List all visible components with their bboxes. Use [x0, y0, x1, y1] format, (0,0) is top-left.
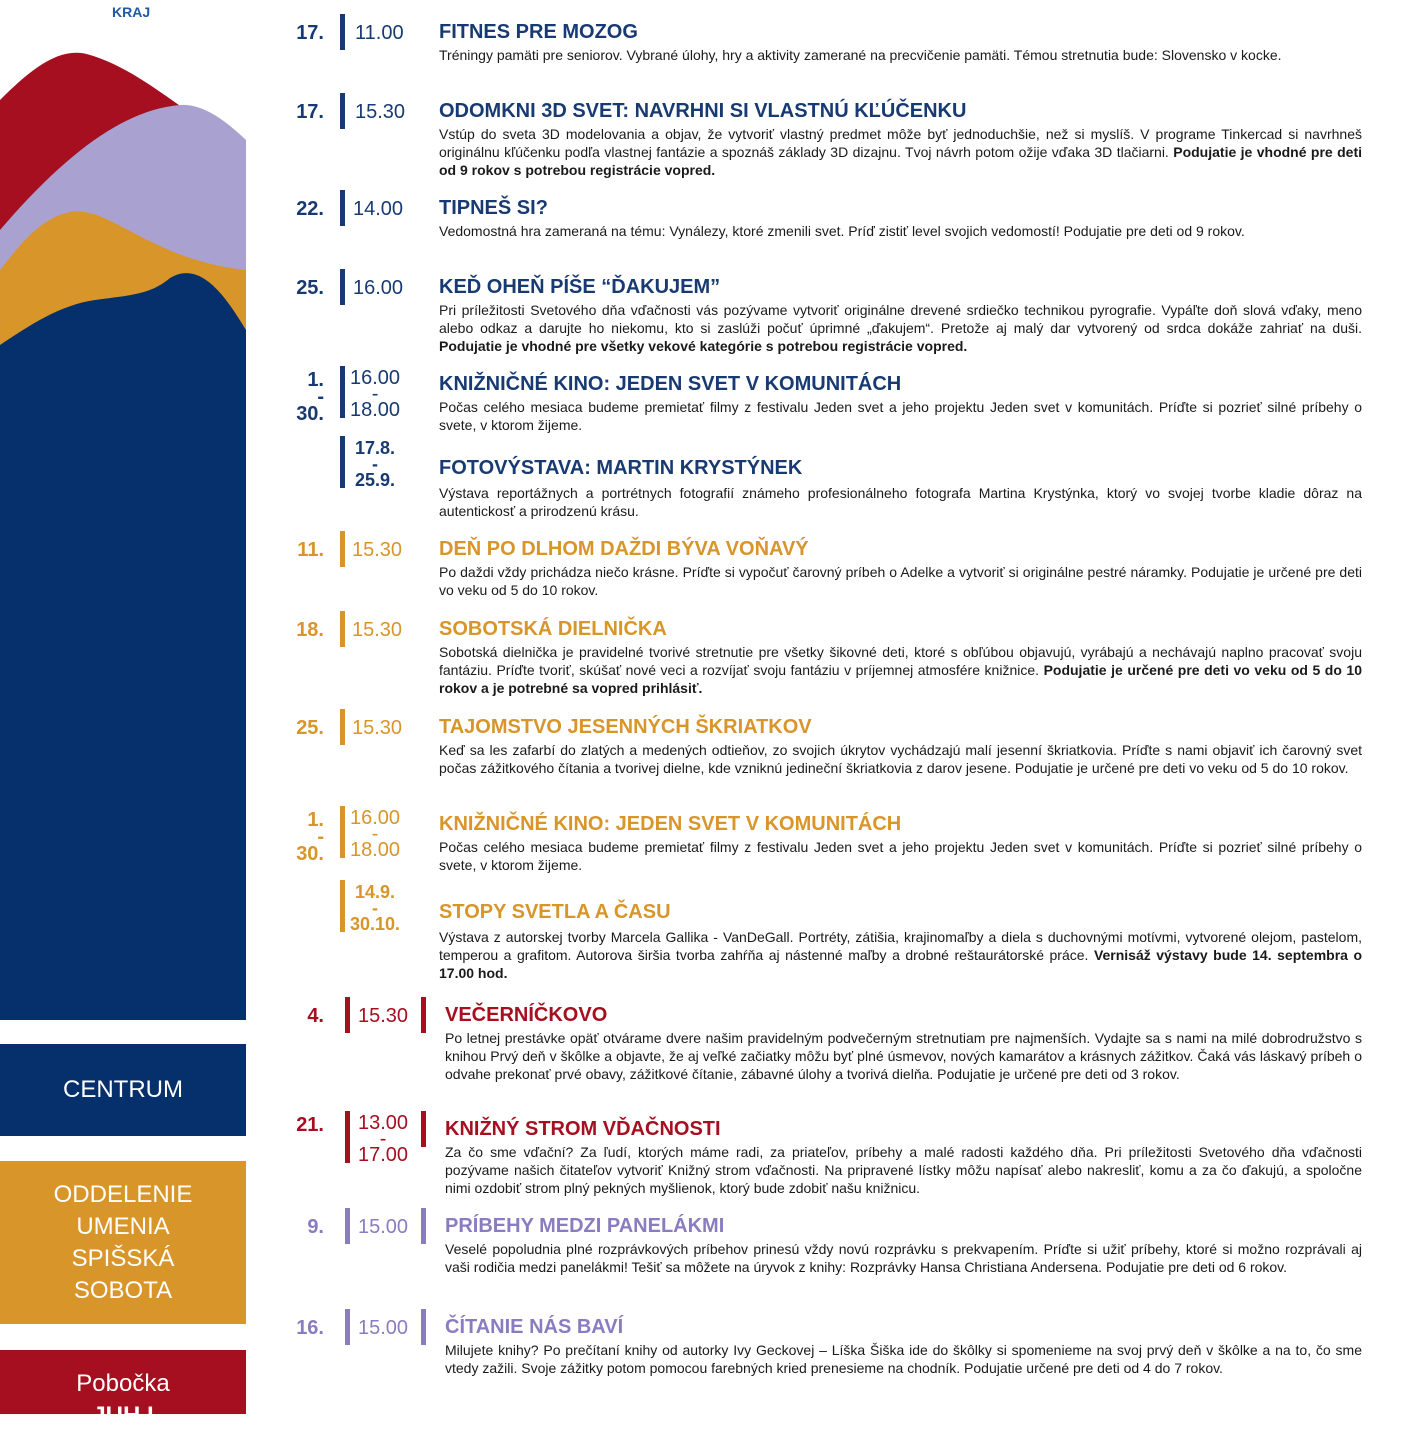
- event-description: [439, 301, 1362, 355]
- event-date: 16.: [296, 1317, 324, 1339]
- section-label-line: SPIŠSKÁ: [71, 1244, 175, 1272]
- event-description: [439, 222, 1362, 240]
- event-time: 16.00 - 18.00: [350, 807, 401, 861]
- section-label-line: UMENIA: [76, 1212, 170, 1240]
- event-title: SOBOTSKÁ DIELNIČKA: [439, 618, 667, 640]
- section-label-line: JUH I: [92, 1402, 154, 1429]
- section-label-line: SOBOTA: [73, 1276, 173, 1304]
- event-time: 15.30: [358, 1005, 409, 1027]
- event-description-text: Keď sa les zafarbí do zlatých a medených odtieňov, zo svojich úkrytov vychádzajú malí jesenní škriatkovia. Príďte s nami objaviť ich čarovný svet počas zážitkového čítania a tvorivej dielne, kde vzniknú jedineční škriatkovia z darov jesene. Podujatie je určené pre deti vo veku od 5 do 10 rokov.: [439, 742, 1362, 776]
- event-date: 17.: [296, 22, 324, 44]
- event-description: [439, 484, 1362, 520]
- event-description-text: Výstava reportážnych a portrétnych fotografií známeho profesionálneho fotografa Martina Krystýnka, ktorý vo svojej tvorbe kladie dôraz na autentickosť a prirodzenú krásu.: [439, 485, 1362, 519]
- event-description-text: Za čo sme vďační? Za ľudí, ktorých máme radi, za priateľov, príbehy a malé radosti každého dňa. Pri príležitosti Svetového dňa vďačnosti pozývame našich čitateľov vytvoriť Knižný strom vďačnosti. Na pripravené lístky môžu napísať alebo nakresliť, komu a za čo ďakujú, a spoločne nimi ozdobiť strom plný pekných myšlienok, ktorý bude zdobiť našu knižnicu.: [445, 1144, 1362, 1196]
- event-description-text: Počas celého mesiaca budeme premietať filmy z festivalu Jeden svet a jeho projektu Jeden svet v komunitách. Príďte si pozrieť silné príbehy o svete, v ktorom žijeme.: [439, 839, 1362, 873]
- event-title: KEĎ OHEŇ PÍŠE “ĎAKUJEM”: [439, 276, 721, 298]
- event-date: 9.: [307, 1216, 324, 1238]
- event-time: 15.30: [352, 717, 403, 739]
- event-date: 4.: [307, 1005, 324, 1027]
- event-title: TIPNEŠ SI?: [439, 197, 548, 219]
- event-time: 16.00 - 18.00: [350, 367, 401, 421]
- event-description: [439, 928, 1362, 982]
- event-title: KNIŽNÝ STROM VĎAČNOSTI: [445, 1118, 721, 1140]
- event-title: FOTOVÝSTAVA: MARTIN KRYSTÝNEK: [439, 457, 803, 479]
- event-title: VEČERNÍČKOVO: [445, 1004, 608, 1026]
- event-divider: [340, 366, 345, 418]
- event-description-text: Milujete knihy? Po prečítaní knihy od autorky Ivy Geckovej – Líška Šiška ide do škôlky si spomenieme na svoj prvý deň v škôlke a na to, čo sme vtedy zažili. Svoje zážitky potom pomocou farebných kried prenesieme na chodník. Podujatie určené pre deti od 4 do 7 rokov.: [445, 1342, 1362, 1376]
- event-note: Podujatie je vhodné pre deti od 9 rokov s potrebou registrácie vopred.: [439, 144, 1362, 178]
- event-title: DEŇ PO DLHOM DAŽDI BÝVA VOŇAVÝ: [439, 538, 809, 560]
- event-divider: [345, 1208, 350, 1244]
- event-note: Podujatie je určené pre deti vo veku od 5 do 10 rokov a je potrebné sa vopred prihlásiť.: [439, 662, 1363, 696]
- event-title: TAJOMSTVO JESENNÝCH ŠKRIATKOV: [439, 716, 812, 738]
- event-date: 17.: [296, 101, 324, 123]
- event-divider: [340, 531, 345, 567]
- event-time: 14.00: [353, 198, 404, 220]
- event-date: 25.: [296, 717, 324, 739]
- event-description: [439, 643, 1362, 697]
- event-description-text: Po letnej prestávke opäť otvárame dvere našim pravidelným podvečerným stretnutiam pre najmenších. Vydajte sa s nami na milé dobrodružstvo s knihou Prvý deň v škôlke a objavte, že aj veľké začiatky môžu byť plné úsmevov, nových kamarátov a krásnych zážitkov. Čaká vás láskavý príbeh o odvahe prekonať prvé obavy, zážitkové čítanie, zábavné úlohy a tvorivá dielňa. Podujatie je určené pre deti od 3 rokov.: [445, 1030, 1362, 1082]
- event-time: 15.30: [355, 101, 406, 123]
- event-title: FITNES PRE MOZOG: [439, 21, 638, 43]
- event-date: 25.: [296, 277, 324, 299]
- event-date: 1. - 30.: [296, 809, 324, 865]
- event-divider: [340, 611, 345, 647]
- event-description: [445, 1341, 1362, 1377]
- event-divider: [345, 997, 350, 1033]
- event-time: 13.00 - 17.00: [358, 1112, 409, 1166]
- event-divider: [340, 436, 345, 488]
- event-title: STOPY SVETLA A ČASU: [439, 901, 671, 923]
- event-divider: [421, 997, 426, 1033]
- event-description: [445, 1240, 1362, 1276]
- event-date: 18.: [296, 619, 324, 641]
- event-description: [439, 398, 1362, 434]
- section-label-line: CENTRUM: [63, 1076, 183, 1103]
- event-divider: [421, 1309, 426, 1345]
- event-title: ČÍTANIE NÁS BAVÍ: [445, 1316, 624, 1338]
- event-divider: [345, 1309, 350, 1345]
- event-divider: [345, 1111, 350, 1163]
- event-time: 15.00: [358, 1317, 409, 1339]
- event-title: ODOMKNI 3D SVET: NAVRHNI SI VLASTNÚ KĽÚČENKU: [439, 100, 967, 122]
- event-description-text: Vstúp do sveta 3D modelovania a objav, že vytvoriť vlastný predmet môže byť jednoduchšie, než si myslíš. V programe Tinkercad si navrhneš originálnu kľúčenku podľa vlastnej fantázie a spoznáš základy 3D dizajnu. Tvoj návrh potom ožije vďaka 3D tlačiarni.: [439, 126, 1362, 160]
- event-description-text: Sobotská dielnička je pravidelné tvorivé stretnutie pre všetky šikovné deti, ktoré s obľúbou objavujú, vyrábajú a nechávajú naplno pracovať svoju fantáziu. Príďte tvoriť, skúšať nové veci a rozvíjať svoju fantáziu v príjemnej atmosfére knižnice.: [439, 644, 1362, 678]
- event-note: Vernisáž výstavy bude 14. septembra o 17.00 hod.: [439, 947, 1362, 981]
- event-title: KNIŽNIČNÉ KINO: JEDEN SVET V KOMUNITÁCH: [439, 373, 902, 395]
- event-description: [445, 1029, 1362, 1083]
- event-date: 11.: [297, 539, 324, 561]
- event-description: [439, 125, 1362, 179]
- event-divider: [340, 806, 345, 858]
- event-divider: [340, 93, 345, 129]
- event-date: 21.: [296, 1114, 324, 1136]
- section-label-line: Pobočka: [76, 1370, 170, 1397]
- event-description-text: Vedomostná hra zameraná na tému: Vynálezy, ktoré zmenili svet. Príď zistiť level svojich vedomostí! Podujatie pre deti od 9 rokov.: [439, 223, 1245, 239]
- event-time: 15.00: [358, 1216, 409, 1238]
- event-divider: [340, 14, 345, 50]
- event-note: Podujatie je vhodné pre všetky vekové kategórie s potrebou registrácie vopred.: [439, 338, 968, 354]
- event-time: 11.00: [355, 22, 404, 44]
- event-divider: [340, 880, 345, 932]
- event-description-text: Počas celého mesiaca budeme premietať filmy z festivalu Jeden svet a jeho projektu Jeden svet v komunitách. Príďte si pozrieť silné príbehy o svete, v ktorom žijeme.: [439, 399, 1362, 433]
- event-date: 22.: [296, 198, 324, 220]
- event-date: 1. - 30.: [296, 369, 324, 425]
- event-divider: [421, 1111, 426, 1147]
- event-description-text: Pri príležitosti Svetového dňa vďačnosti vás pozývame vytvoriť originálne drevené srdiečko technikou pyrografie. Vypáľte doň slová vďaky, meno alebo odkaz a darujte ho niekomu, kto si zaslúži počuť úprimné „ďakujem“. Pretože aj malý dar vytvorený od srdca dokáže zahriať na duši.: [439, 302, 1362, 336]
- event-title: KNIŽNIČNÉ KINO: JEDEN SVET V KOMUNITÁCH: [439, 813, 902, 835]
- event-divider: [340, 190, 345, 226]
- event-description: [439, 46, 1362, 64]
- event-divider: [421, 1208, 426, 1244]
- event-description-text: Tréningy pamäti pre seniorov. Vybrané úlohy, hry a aktivity zamerané na precvičenie pamäti. Témou stretnutia bude: Slovensko v kocke.: [439, 47, 1282, 63]
- event-time: 17.8. - 25.9.: [355, 438, 396, 490]
- event-title: PRÍBEHY MEDZI PANELÁKMI: [445, 1215, 725, 1237]
- event-time: 14.9. - 30.10.: [350, 882, 401, 934]
- event-time: 16.00: [353, 277, 404, 299]
- event-divider: [340, 269, 345, 305]
- region-label: KRAJ: [112, 4, 151, 20]
- event-description: [439, 563, 1362, 599]
- section-label-line: ODDELENIE: [53, 1180, 193, 1208]
- event-description-text: Po daždi vždy prichádza niečo krásne. Príďte si vypočuť čarovný príbeh o Adelke a vytvoriť si originálne pestré náramky. Podujatie je určené pre deti vo veku od 5 do 10 rokov.: [439, 564, 1362, 598]
- event-description: [439, 741, 1362, 777]
- event-divider: [340, 709, 345, 745]
- event-description: [439, 838, 1362, 874]
- event-description-text: Veselé popoludnia plné rozprávkových príbehov prinesú vždy novú rozprávku s prekvapením. Príďte si užiť príbehy, ktoré si možno rozprávali aj vaši rodičia medzi panelákmi! Tešiť sa môžete na úryvok z knihy: Rozprávky Hansa Christiana Andersena. Podujatie pre deti od 6 rokov.: [445, 1241, 1362, 1275]
- event-description-text: Výstava z autorskej tvorby Marcela Gallika - VanDeGall. Portréty, zátišia, krajinomaľby a diela s duchovnými motívmi, vytvorené olejom, pastelom, temperou a grafitom. Autorova širšia tvorba zahŕňa aj nástenné maľby a drobné reštaurátorské práce.: [439, 929, 1362, 963]
- event-time: 15.30: [352, 619, 403, 641]
- event-time: 15.30: [352, 539, 403, 561]
- event-description: [445, 1143, 1362, 1197]
